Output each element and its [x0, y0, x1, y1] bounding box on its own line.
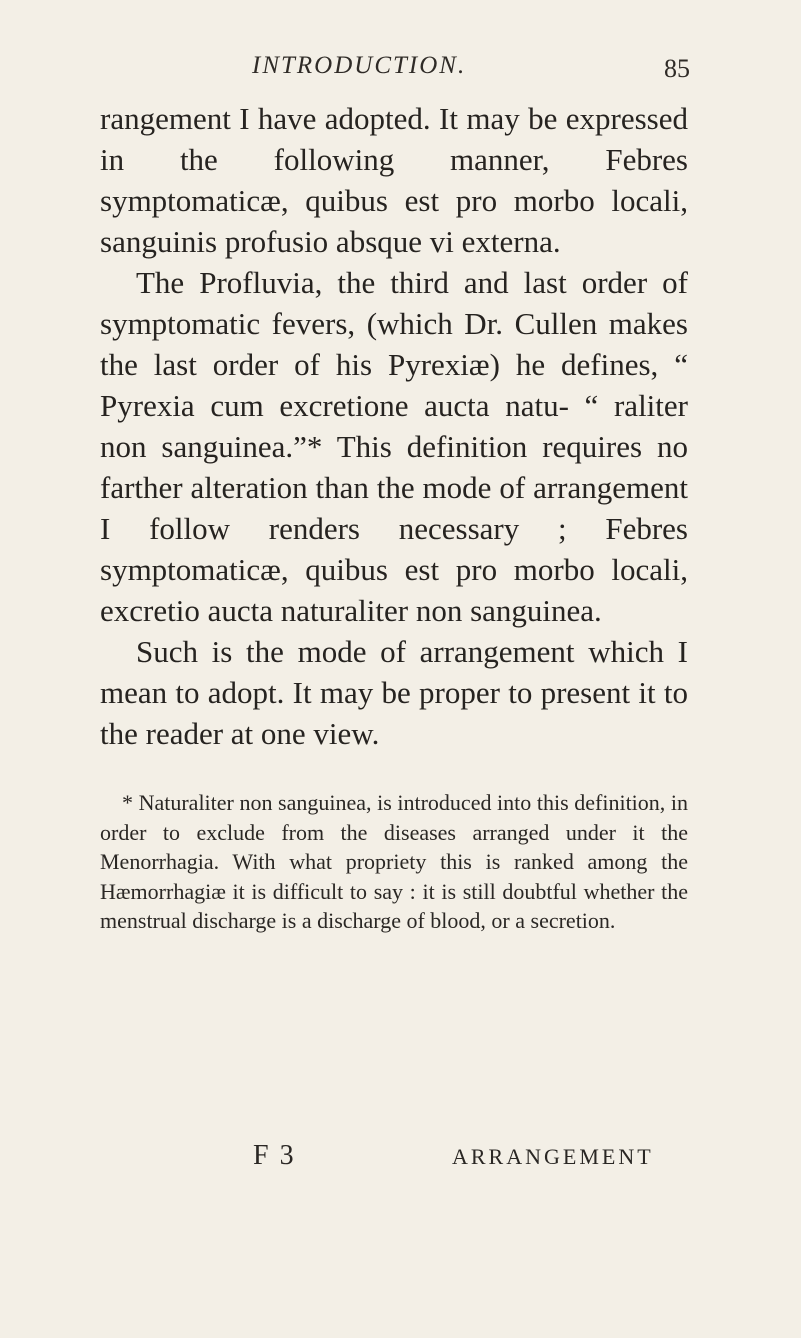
- catchword: ARRANGEMENT: [452, 1144, 654, 1169]
- footnote-text: * Naturaliter non sanguinea, is introduced into this definition, in order to exclude from the diseases arranged under it the Menorrhagia. With what propriety this is ranked among the Hæmorrhagiæ it is difficult to say : it is still doubtful whether the menstrual discharge is a discharge of blood, or a secretion.: [100, 790, 688, 933]
- running-head: [100, 52, 690, 92]
- paragraph-3: Such is the mode of arrangement which I mean to adopt. It may be proper to present it to the reader at one view.: [100, 634, 688, 751]
- signature-mark: F 3: [253, 1140, 296, 1171]
- paragraph-1: rangement I have adopted. It may be expressed in the following manner, Febres symptomaticæ, quibus est pro morbo locali, sanguinis profusio absque vi externa.: [100, 101, 688, 259]
- paragraph-2: The Profluvia, the third and last order of symptomatic fevers, (which Dr. Cullen makes the last order of his Pyrexiæ) he defines, “ Pyrexia cum excretione aucta natu- “ raliter non sanguinea.”* This definition requires no farther alteration than the mode of arrangement I follow renders necessary ; Febres symptomaticæ, quibus est pro morbo locali, excretio aucta naturaliter non sanguinea.: [100, 265, 688, 628]
- body-text: [100, 98, 688, 754]
- running-title: INTRODUCTION.: [252, 52, 467, 79]
- page-number: 85: [664, 54, 690, 83]
- footnote: [100, 788, 688, 936]
